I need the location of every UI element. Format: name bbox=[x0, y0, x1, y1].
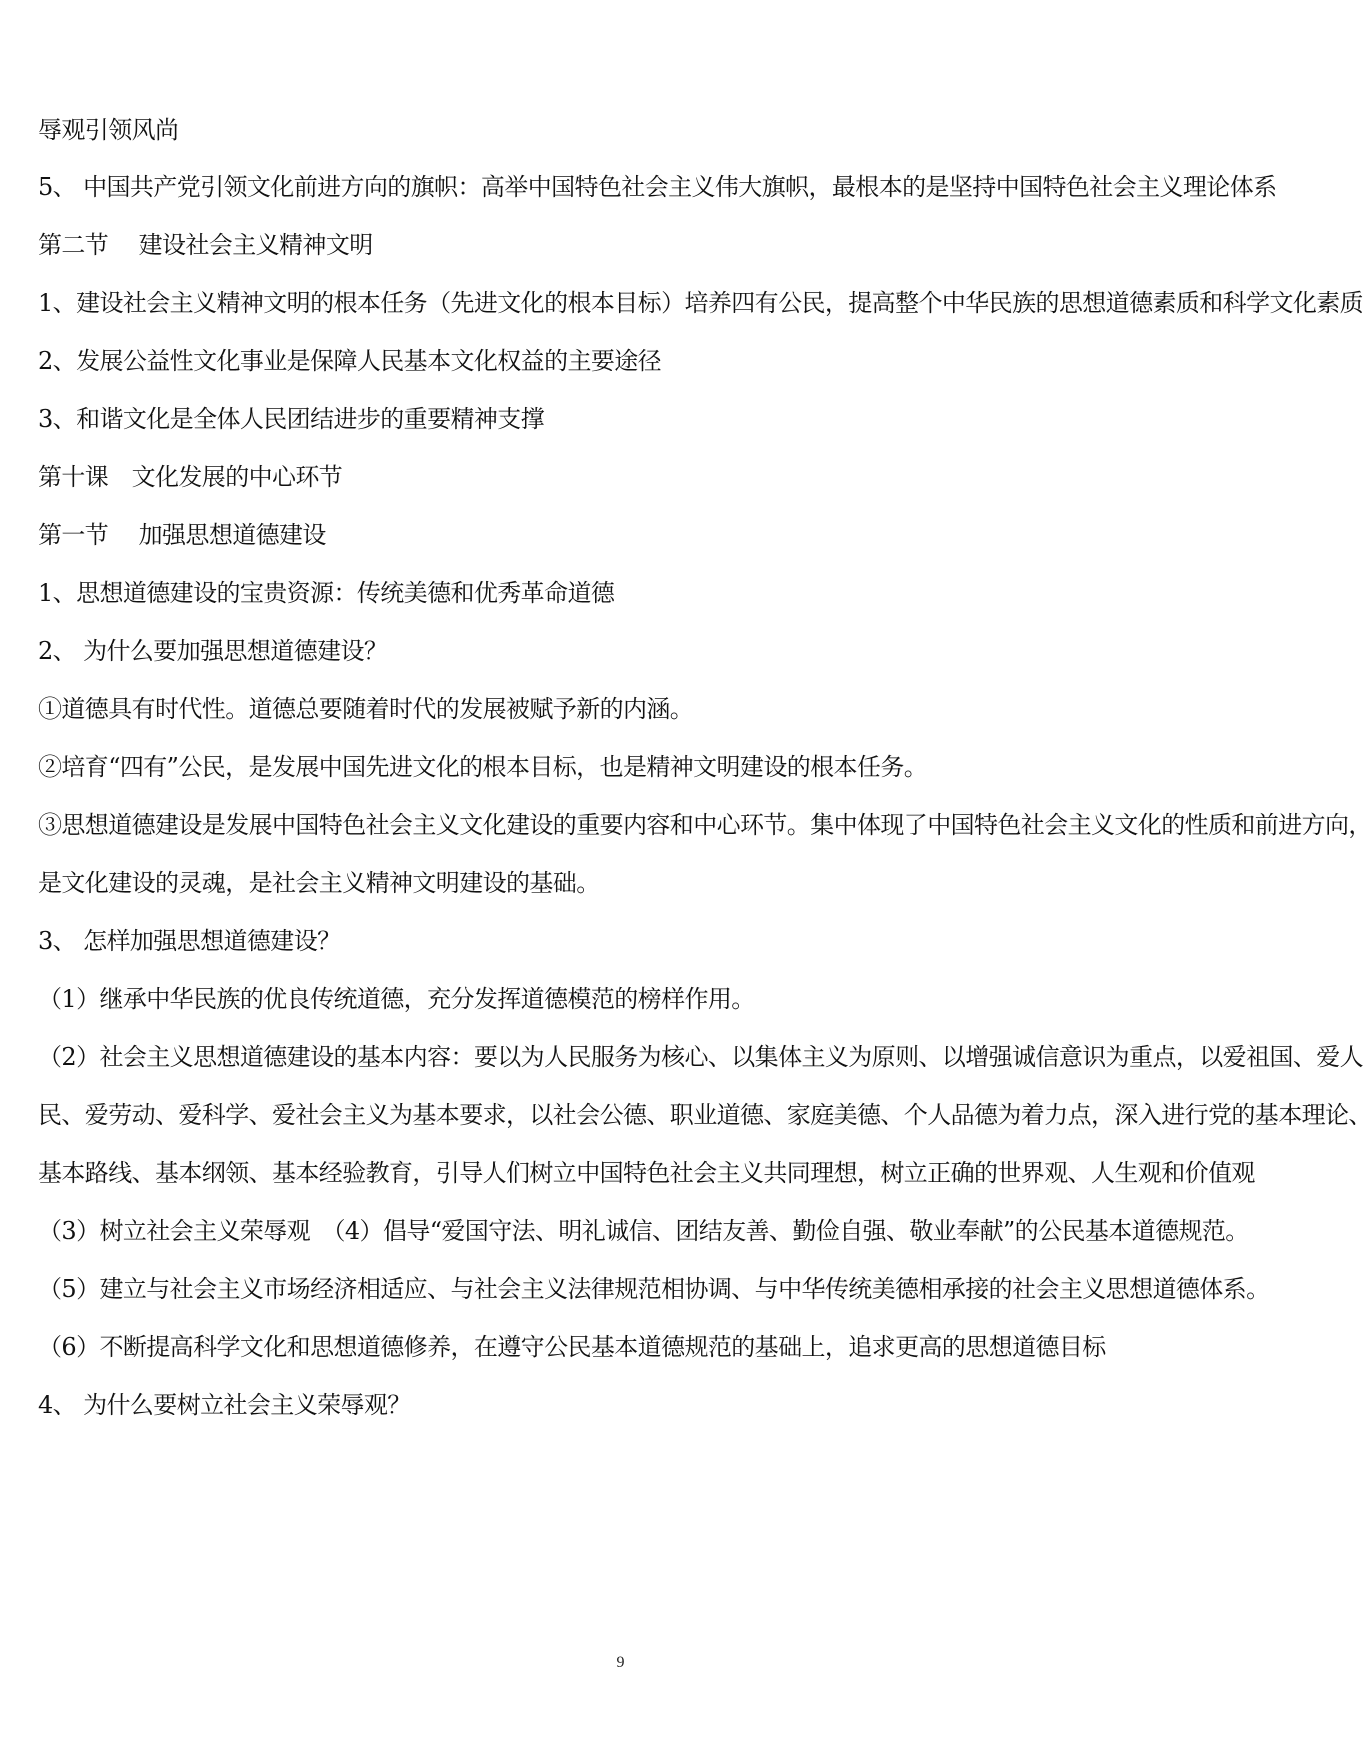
text-line: （3）树立社会主义荣辱观 （4）倡导“爱国守法、明礼诚信、团结友善、勤俭自强、敬业奉献”的公民基本道德规范。 bbox=[38, 1217, 1249, 1245]
text-line: （6）不断提高科学文化和思想道德修养，在遵守公民基本道德规范的基础上，追求更高的思想道德目标 bbox=[38, 1333, 1106, 1361]
text-line: ①道德具有时代性。道德总要随着时代的发展被赋予新的内涵。 bbox=[38, 695, 694, 723]
text-line: （2）社会主义思想道德建设的基本内容：要以为人民服务为核心、以集体主义为原则、以增强诚信意识为重点，以爱祖国、爱人 bbox=[38, 1043, 1364, 1071]
text-line: 3、和谐文化是全体人民团结进步的重要精神支撑 bbox=[38, 405, 545, 433]
text-line: 2、发展公益性文化事业是保障人民基本文化权益的主要途径 bbox=[38, 347, 662, 375]
text-line: 5、 中国共产党引领文化前进方向的旗帜：高举中国特色社会主义伟大旗帜，最根本的是坚持中国特色社会主义理论体系 bbox=[38, 173, 1277, 201]
text-line: 基本路线、基本纲领、基本经验教育，引导人们树立中国特色社会主义共同理想，树立正确的世界观、人生观和价值观 bbox=[38, 1159, 1255, 1187]
text-line: （1）继承中华民族的优良传统道德，充分发挥道德模范的榜样作用。 bbox=[38, 985, 755, 1013]
text-line: 辱观引领风尚 bbox=[38, 116, 179, 144]
text-line: 1、建设社会主义精神文明的根本任务（先进文化的根本目标）培养四有公民，提高整个中华民族的思想道德素质和科学文化素质 bbox=[38, 289, 1364, 317]
text-line: ③思想道德建设是发展中国特色社会主义文化建设的重要内容和中心环节。集中体现了中国特色社会主义文化的性质和前进方向， bbox=[38, 811, 1372, 839]
text-line: ②培育“四有”公民，是发展中国先进文化的根本目标，也是精神文明建设的根本任务。 bbox=[38, 753, 928, 781]
text-line: 民、爱劳动、爱科学、爱社会主义为基本要求，以社会公德、职业道德、家庭美德、个人品德为着力点，深入进行党的基本理论、 bbox=[38, 1101, 1372, 1129]
text-line: 2、 为什么要加强思想道德建设？ bbox=[38, 637, 388, 665]
section-heading: 第二节 建设社会主义精神文明 bbox=[38, 231, 373, 259]
text-line: 4、 为什么要树立社会主义荣辱观？ bbox=[38, 1391, 411, 1419]
text-line: 是文化建设的灵魂，是社会主义精神文明建设的基础。 bbox=[38, 869, 600, 897]
section-heading: 第一节 加强思想道德建设 bbox=[38, 521, 326, 549]
text-line: （5）建立与社会主义市场经济相适应、与社会主义法律规范相协调、与中华传统美德相承接的社会主义思想道德体系。 bbox=[38, 1275, 1270, 1303]
text-line: 3、 怎样加强思想道德建设？ bbox=[38, 927, 341, 955]
lesson-heading: 第十课 文化发展的中心环节 bbox=[38, 463, 343, 491]
text-line: 1、思想道德建设的宝贵资源：传统美德和优秀革命道德 bbox=[38, 579, 615, 607]
page-number: 9 bbox=[616, 1654, 625, 1671]
